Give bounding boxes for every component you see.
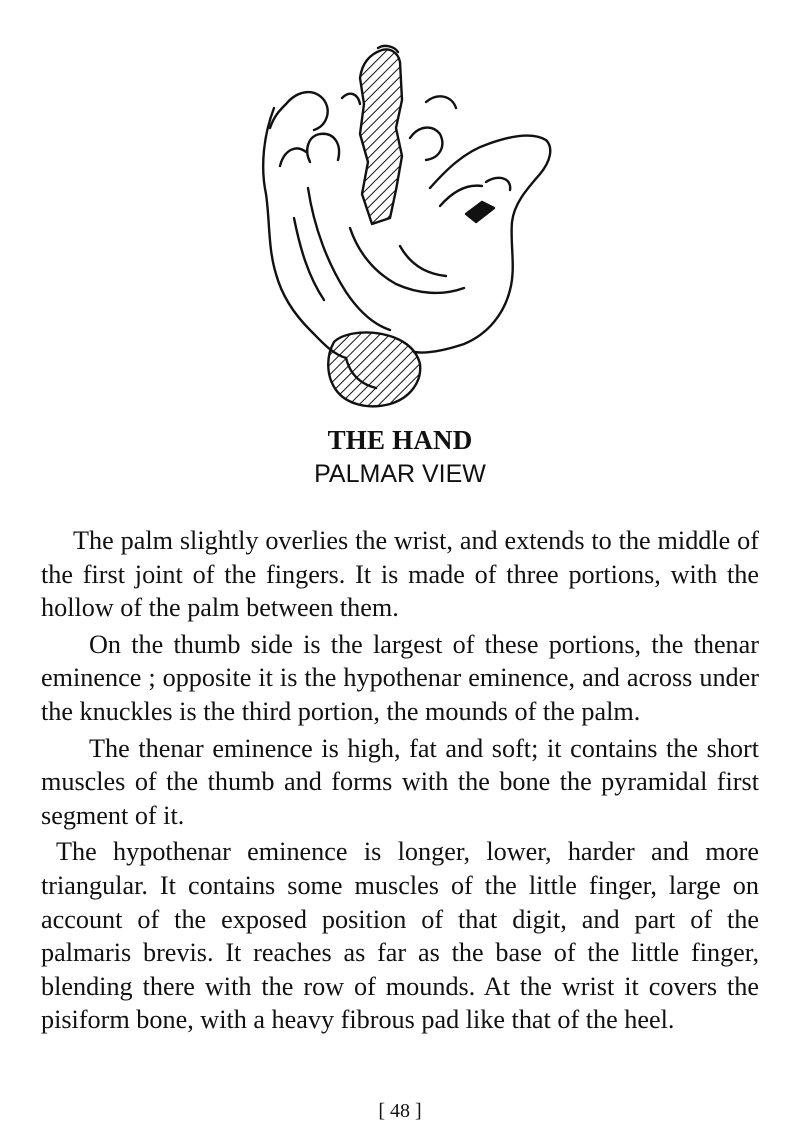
paragraph: The thenar eminence is high, fat and soft; it contains the short muscles of the thumb and forms with the bone the pyramidal first segment of it. [41,733,759,830]
figure-subtitle: PALMAR VIEW [314,460,486,488]
body-text [41,524,759,1037]
figure-title: THE HAND [327,425,473,455]
paragraph: On the thumb side is the largest of these portions, the thenar eminence ; opposite it is the hypothenar eminence, and across under the knuckles is the third portion, the mounds of the palm. [41,629,759,726]
paragraph: The palm slightly overlies the wrist, and extends to the middle of the first joint of the fingers. It is made of three portions, with the hollow of the palm between them. [41,526,759,623]
hand-palmar-sketch-icon [250,38,580,416]
page-number: [ 48 ] [378,1100,422,1122]
paragraph: The hypothenar eminence is longer, lower, harder and more triangular. It contains some muscles of the little finger, large on account of the exposed position of that digit, and part of the palmaris brevis. It reaches as far as the base of the little finger, blending there with the row of mounds. At the wrist it covers the pisiform bone, with a heavy fibrous pad like that of the heel. [41,837,759,1035]
